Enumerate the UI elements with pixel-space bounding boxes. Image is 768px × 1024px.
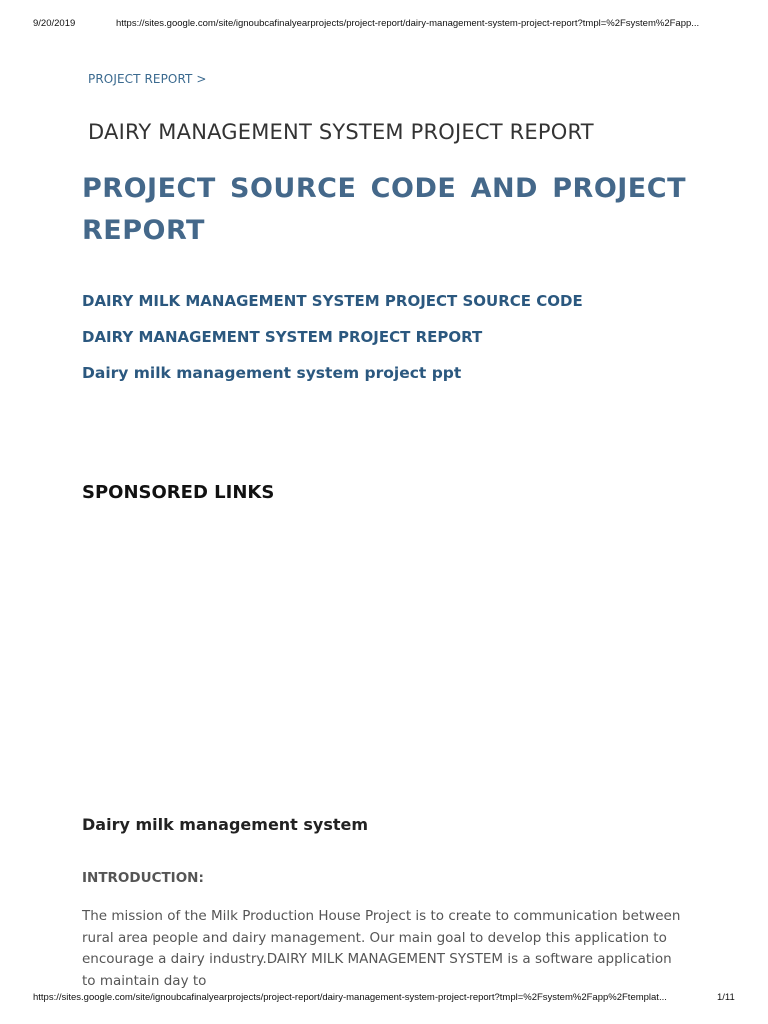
print-date: 9/20/2019 [33, 18, 76, 29]
big-heading [82, 168, 686, 252]
print-url: https://sites.google.com/site/ignoubcafinalyearprojects/project-report/dairy-management-system-project-report?tmpl=%2Fsystem%2Fapp... [116, 18, 700, 29]
source-code-link[interactable]: DAIRY MILK MANAGEMENT SYSTEM PROJECT SOURCE CODE [82, 292, 583, 310]
big-heading-word: AND [470, 173, 538, 204]
introduction-label: INTRODUCTION: [82, 870, 204, 886]
print-footer [0, 990, 768, 1010]
sponsored-links-heading: SPONSORED LINKS [82, 482, 275, 503]
page-title: DAIRY MANAGEMENT SYSTEM PROJECT REPORT [88, 120, 594, 144]
big-heading-line2: REPORT [82, 215, 205, 246]
project-ppt-link[interactable]: Dairy milk management system project ppt [82, 364, 462, 382]
section-title: Dairy milk management system [82, 815, 369, 834]
breadcrumb[interactable]: PROJECT REPORT > [88, 72, 207, 86]
footer-url: https://sites.google.com/site/ignoubcafinalyearprojects/project-report/dairy-management-system-project-report?tmpl=%2Fsystem%2Fapp%2Ftemplat... [33, 992, 667, 1003]
project-report-link[interactable]: DAIRY MANAGEMENT SYSTEM PROJECT REPORT [82, 328, 483, 346]
big-heading-line1 [82, 168, 686, 210]
big-heading-word: SOURCE [230, 173, 357, 204]
page-number: 1/11 [717, 992, 735, 1003]
big-heading-word: PROJECT [552, 173, 686, 204]
print-header [0, 0, 768, 40]
introduction-text: The mission of the Milk Production House Project is to create to communication between rural area people and dairy management. Our main goal to develop this application to encourage a dairy industry.DAIRY MILK MANAGEMENT SYSTEM is a software application to maintain day to [82, 908, 681, 989]
big-heading-word: CODE [370, 173, 457, 204]
big-heading-word: PROJECT [82, 173, 216, 204]
